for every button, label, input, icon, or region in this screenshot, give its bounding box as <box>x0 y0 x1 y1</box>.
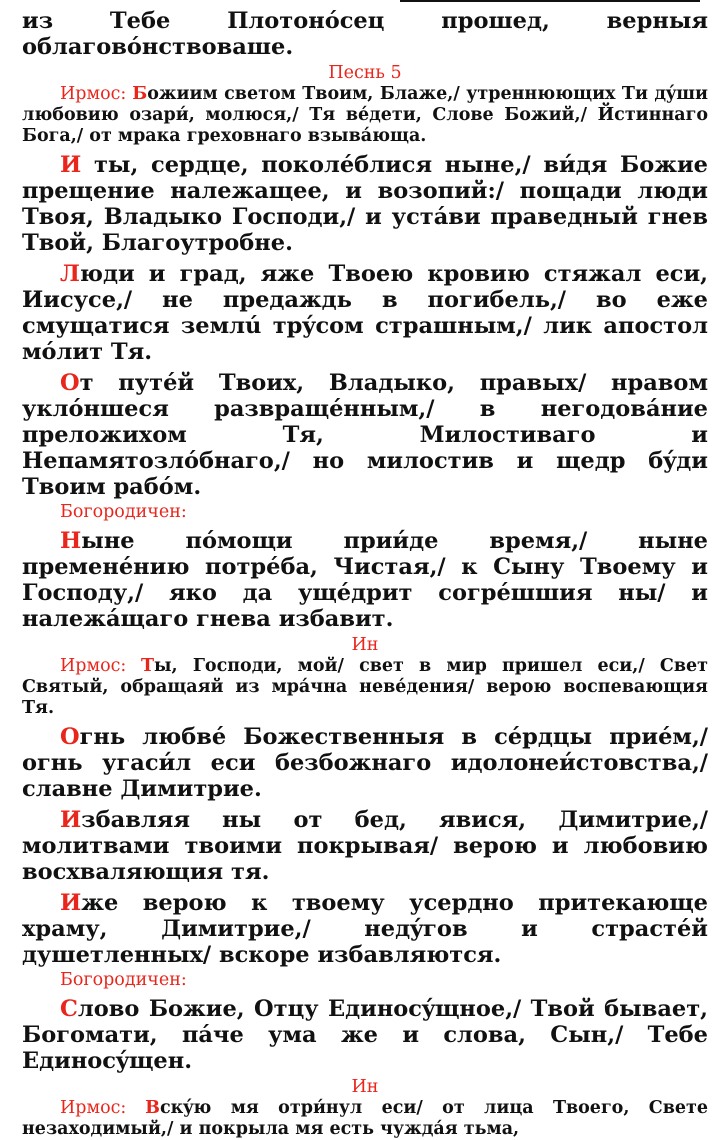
alt-heading: Ин <box>351 635 379 655</box>
troparion-text: лово Божие, Отцу Единосýщное,/ Твой бывает, Богомати, пáче ума же и слова, Сын,/ Тебе Единосýщен. <box>22 996 708 1074</box>
irmos-label: Ирмос: <box>60 1098 146 1118</box>
troparion <box>22 370 708 500</box>
irmos-paragraph <box>22 656 708 719</box>
irmos-text: скýю мя отри́нул еси/ от лица Твоего, Свете незаходимый,/ и покрыла мя есть чуждáя тьма, <box>22 1098 708 1139</box>
irmos-label: Ирмос: <box>60 84 133 104</box>
troparion <box>22 528 708 632</box>
troparion <box>22 890 708 968</box>
drop-letter: О <box>60 724 80 750</box>
drop-letter: О <box>60 370 80 396</box>
drop-letter: И <box>60 152 82 178</box>
troparion-text: ты, сердце, поколéблися ныне,/ ви́дя Божие прещение належащее, и возопий:/ пощади люди Твоя, Владыко Господи,/ и устáви праведный гнев Твой, Благоутробне. <box>22 152 708 256</box>
troparion-text: гнь любвé Божественныя в сéрдцы приéм,/ огнь угаси́л еси безбожнаго идолонеи́стовства,/ славне Димитрие. <box>22 724 708 802</box>
troparion <box>22 724 708 802</box>
troparion <box>22 152 708 256</box>
drop-letter: Т <box>140 656 154 676</box>
irmos-paragraph <box>22 1098 708 1140</box>
drop-letter: В <box>145 1098 160 1118</box>
drop-letter: Н <box>60 528 82 554</box>
irmos-text: ожиим светом Твоим, Блаже,/ утреннюющих Ти дýши любовию озари́, молюся,/ Тя вéдети, Слове Божий,/ Йстиннаго Бога,/ от мрака греховнаго взывáюща. <box>22 84 708 146</box>
irmos-text: ы, Господи, мой/ свет в мир пришел еси,/ Свет Святый, обращаяй из мрáчна невéдения/ верою воспевающия Тя. <box>22 656 708 718</box>
theotokion-label: Богородичен: <box>60 970 187 990</box>
troparion-text: збавляя ны от бед, явися, Димитрие,/ молитвами твоими покрывая/ верою и любовию восхваляющия тя. <box>22 807 708 885</box>
troparion-text: ыне пóмощи прии́де время,/ ныне пременéнию потрéба, Чистая,/ к Сыну Твоему и Господу,/ яко да ущéдрит согрéшшия ны/ и належáщаго гнева избавит. <box>22 528 708 632</box>
troparion <box>22 807 708 885</box>
troparion-text: же верою к твоему усердно притекающе храму, Димитрие,/ недýгов и страстéй душетленных/ вскоре избавляются. <box>22 890 708 968</box>
song-heading: Песнь 5 <box>328 63 402 83</box>
theotokion-label: Богородичен: <box>60 502 187 522</box>
drop-letter: И <box>60 807 82 833</box>
troparion-text: т путéй Твоих, Владыко, правых/ нравом уклóншеся развращéнным,/ в негодовáние преложихом Тя, Милостиваго и Непамятозлóбнаго,/ но милостив и щедр бýди Твоим рабóм. <box>22 370 708 500</box>
top-rule <box>400 0 700 2</box>
troparion <box>22 261 708 365</box>
irmos-label: Ирмос: <box>60 656 141 676</box>
drop-letter: И <box>60 890 82 916</box>
drop-letter: Л <box>60 261 80 287</box>
troparion-text: юди и град, яже Твоею кровию стяжал еси, Иисусе,/ не предаждь в погибель,/ во еже смущатися землú трýсом страшным,/ лик апостол мóлит Тя. <box>22 261 708 365</box>
irmos-paragraph <box>22 84 708 147</box>
troparion <box>22 996 708 1074</box>
alt-heading: Ин <box>351 1077 379 1097</box>
drop-letter: Б <box>132 84 148 104</box>
drop-letter: С <box>60 996 78 1022</box>
continuation-text: из Тебе Плотонóсец прошед, верныя облаговóнствоваше. <box>22 8 708 60</box>
